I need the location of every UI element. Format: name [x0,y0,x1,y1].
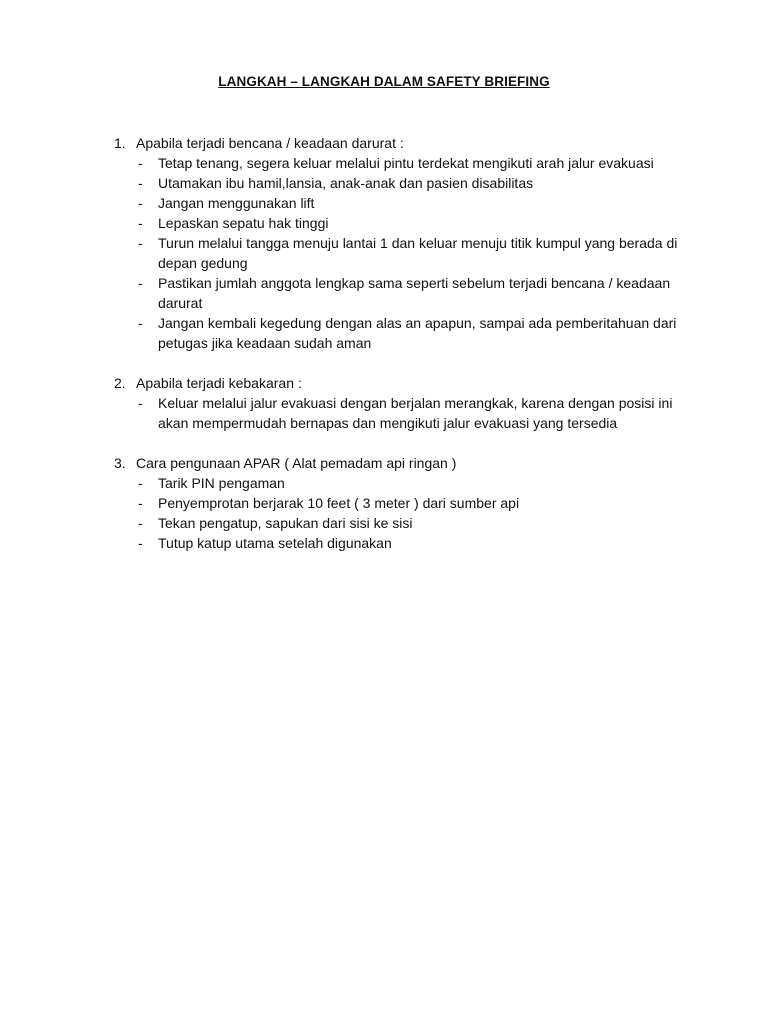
list-item [114,313,714,353]
section-heading [114,133,714,153]
dash-marker: - [138,515,143,531]
list-item-text: Keluar melalui jalur evakuasi dengan berjalan merangkak, karena dengan posisi ini akan mempermudah bernapas dan mengikuti jalur evakuasi yang tersedia [158,395,673,431]
dash-marker: - [138,175,143,191]
list-item [114,153,714,173]
list-item [114,193,714,213]
list-item [114,393,714,433]
list-item [114,493,714,513]
dash-marker: - [138,215,143,231]
dash-marker: - [138,235,143,251]
section-heading [114,373,714,393]
list-item [114,273,714,313]
list-item [114,473,714,493]
section-items [114,473,714,553]
section-heading-text: Cara pengunaan APAR ( Alat pemadam api ringan ) [136,455,457,471]
section-2 [114,373,714,433]
list-item-text: Tarik PIN pengaman [158,475,285,491]
section-number: 1. [114,135,126,151]
list-item-text: Turun melalui tangga menuju lantai 1 dan keluar menuju titik kumpul yang berada di depan gedung [158,235,678,271]
list-item [114,513,714,533]
dash-marker: - [138,495,143,511]
section-number: 3. [114,455,126,471]
list-item-text: Pastikan jumlah anggota lengkap sama seperti sebelum terjadi bencana / keadaan darurat [158,275,671,311]
dash-marker: - [138,395,143,411]
section-1 [114,133,714,353]
dash-marker: - [138,475,143,491]
list-item [114,213,714,233]
list-item-text: Tetap tenang, segera keluar melalui pintu terdekat mengikuti arah jalur evakuasi [158,155,654,171]
section-items [114,153,714,353]
list-item-text: Tutup katup utama setelah digunakan [158,535,392,551]
list-item [114,233,714,273]
sections-list [114,133,714,573]
list-item-text: Tekan pengatup, sapukan dari sisi ke sisi [158,515,413,531]
section-number: 2. [114,375,126,391]
dash-marker: - [138,275,143,291]
dash-marker: - [138,195,143,211]
list-item [114,533,714,553]
section-heading-text: Apabila terjadi bencana / keadaan darurat : [136,135,404,151]
list-item-text: Jangan menggunakan lift [158,195,315,211]
document-title: LANGKAH – LANGKAH DALAM SAFETY BRIEFING [218,74,550,89]
list-item-text: Utamakan ibu hamil,lansia, anak-anak dan pasien disabilitas [158,175,534,191]
section-heading [114,453,714,473]
list-item-text: Lepaskan sepatu hak tinggi [158,215,329,231]
section-3 [114,453,714,553]
list-item-text: Penyemprotan berjarak 10 feet ( 3 meter ) dari sumber api [158,495,520,511]
list-item [114,173,714,193]
section-items [114,393,714,433]
section-heading-text: Apabila terjadi kebakaran : [136,375,302,391]
dash-marker: - [138,315,143,331]
list-item-text: Jangan kembali kegedung dengan alas an apapun, sampai ada pemberitahuan dari petugas jika keadaan sudah aman [158,315,677,351]
dash-marker: - [138,535,143,551]
dash-marker: - [138,155,143,171]
